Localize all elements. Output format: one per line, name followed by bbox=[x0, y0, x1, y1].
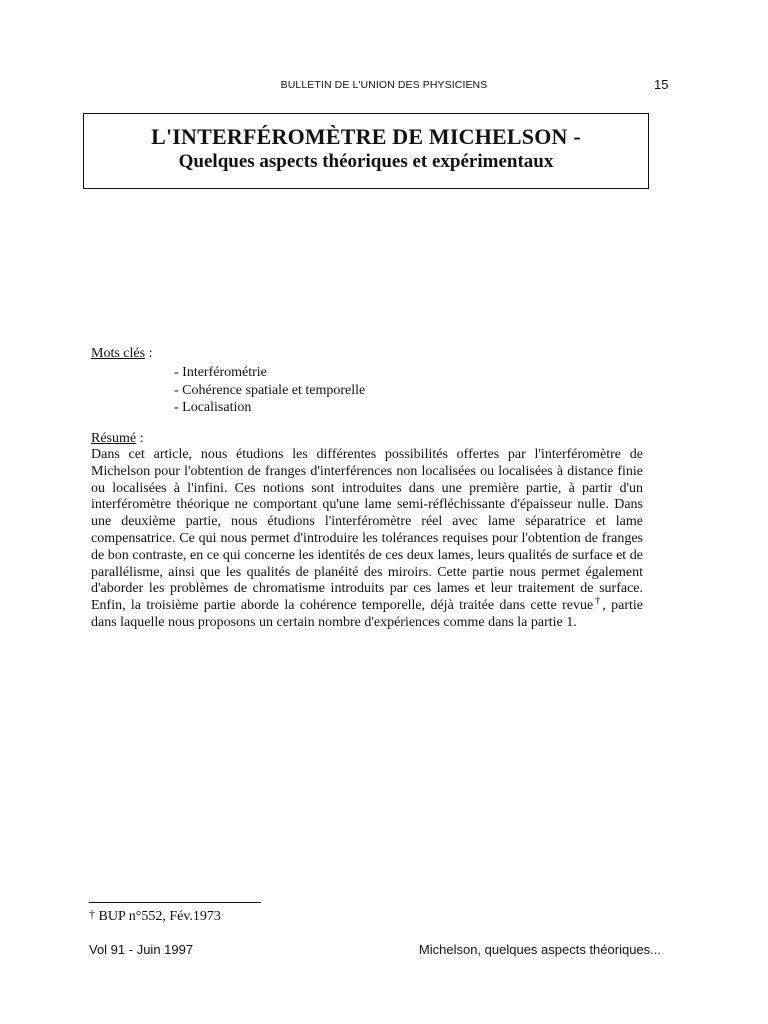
keywords-list bbox=[174, 364, 365, 417]
footnote-marker: † bbox=[89, 907, 95, 921]
keyword-item: - Interférométrie bbox=[174, 365, 267, 380]
keywords-heading bbox=[91, 346, 152, 362]
keywords-label-colon: : bbox=[145, 346, 153, 361]
title-box bbox=[83, 113, 649, 189]
abstract-text-continued: , partie dans laquelle nous proposons un certain nombre d'expériences comme dans la partie 1. bbox=[91, 598, 643, 630]
footnote bbox=[89, 907, 221, 925]
running-header: BULLETIN DE L'UNION DES PHYSICIENS bbox=[280, 79, 488, 91]
article-subtitle: Quelques aspects théoriques et expérimentaux bbox=[178, 151, 554, 172]
keyword-item: - Cohérence spatiale et temporelle bbox=[174, 382, 366, 398]
footnote-divider bbox=[89, 902, 261, 903]
abstract-label-colon: : bbox=[136, 431, 144, 446]
abstract-heading bbox=[91, 431, 144, 447]
keywords-label: Mots clés bbox=[91, 346, 146, 361]
abstract-text: Dans cet article, nous étudions les différentes possibilités offertes par l'interféromètre de Michelson pour l'obtention de franges d'interférences non localisées ou localisées à distance finie ou localisées à l'infini. Ces notions sont introduites dans une première partie, à partir d'un interféromètre théorique ne comportant qu'une lame semi-réfléchissante d'épaisseur nulle. Dans une deuxième partie, nous étudions l'interféromètre réel avec lame séparatrice et lame compensatrice. Ce qui nous permet d'introduire les tolérances requises pour l'obtention de franges de bon contraste, en ce qui concerne les identités de ces deux lames, leurs qualités de surface et de parallélisme, ainsi que les qualités de planéité des miroirs. Cette partie nous permet également d'aborder les problèmes de chromatisme introduits par ces lames et leur traitement de surface. Enfin, la troisième partie aborde la cohérence temporelle, déjà traitée dans cette revue bbox=[91, 447, 643, 614]
footer-running-title: Michelson, quelques aspects théoriques... bbox=[418, 942, 661, 957]
footnote-reference-marker: † bbox=[593, 594, 603, 607]
abstract-body bbox=[91, 447, 643, 632]
footer-volume: Vol 91 - Juin 1997 bbox=[89, 942, 194, 957]
keyword-item: - Localisation bbox=[174, 400, 252, 415]
page-number: 15 bbox=[654, 77, 669, 92]
footnote-text: BUP n°552, Fév.1973 bbox=[95, 909, 221, 924]
abstract-label: Résumé bbox=[91, 431, 137, 446]
article-title: L'INTERFÉROMÈTRE DE MICHELSON - bbox=[151, 124, 581, 149]
